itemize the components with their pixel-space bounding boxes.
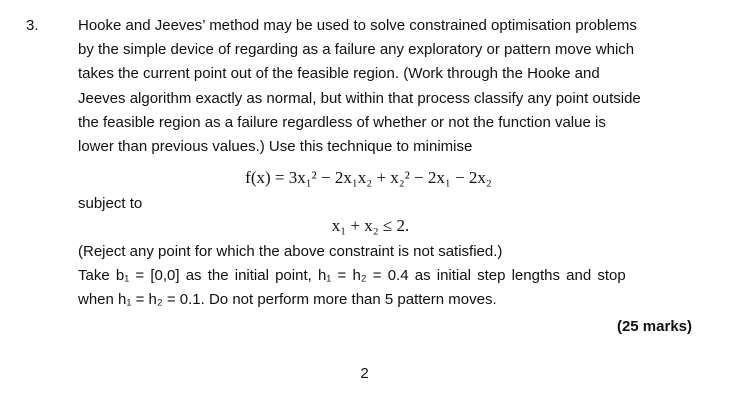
intro-line: Jeeves algorithm exactly as normal, but within that process classify any point outside <box>78 89 641 107</box>
take-line-2: when h₁ = h₂ = 0.1. Do not perform more than 5 pattern moves. <box>78 291 497 309</box>
reject-note: (Reject any point for which the above constraint is not satisfied.) <box>78 243 503 260</box>
question-instructions <box>78 240 698 313</box>
constraint-text: x₁ + x₂ ≤ 2. <box>331 216 410 235</box>
intro-line: the feasible region as a failure regardless of whether or not the function value is <box>78 113 606 131</box>
subject-to-text: subject to <box>78 195 143 212</box>
intro-line: lower than previous values.) Use this technique to minimise <box>78 138 473 156</box>
question-intro <box>78 14 698 159</box>
subject-to-label <box>78 192 698 216</box>
intro-line: by the simple device of regarding as a failure any exploratory or pattern move which <box>78 41 635 59</box>
question-number: 3. <box>26 17 39 34</box>
take-line-1: Take b₁ = [0,0] as the initial point, h₁ = h₂ = 0.4 as initial step lengths and stop <box>78 267 626 285</box>
marks: (25 marks) <box>616 318 692 335</box>
intro-line: takes the current point out of the feasible region. (Work through the Hooke and <box>78 65 600 83</box>
page-number: 2 <box>360 365 369 382</box>
objective-text: f(x) = 3x₁² − 2x₁x₂ + x₂² − 2x₁ − 2x₂ <box>245 168 492 187</box>
intro-line: Hooke and Jeeves’ method may be used to solve constrained optimisation problems <box>78 17 637 34</box>
objective-function <box>0 168 729 188</box>
constraint <box>0 216 729 236</box>
